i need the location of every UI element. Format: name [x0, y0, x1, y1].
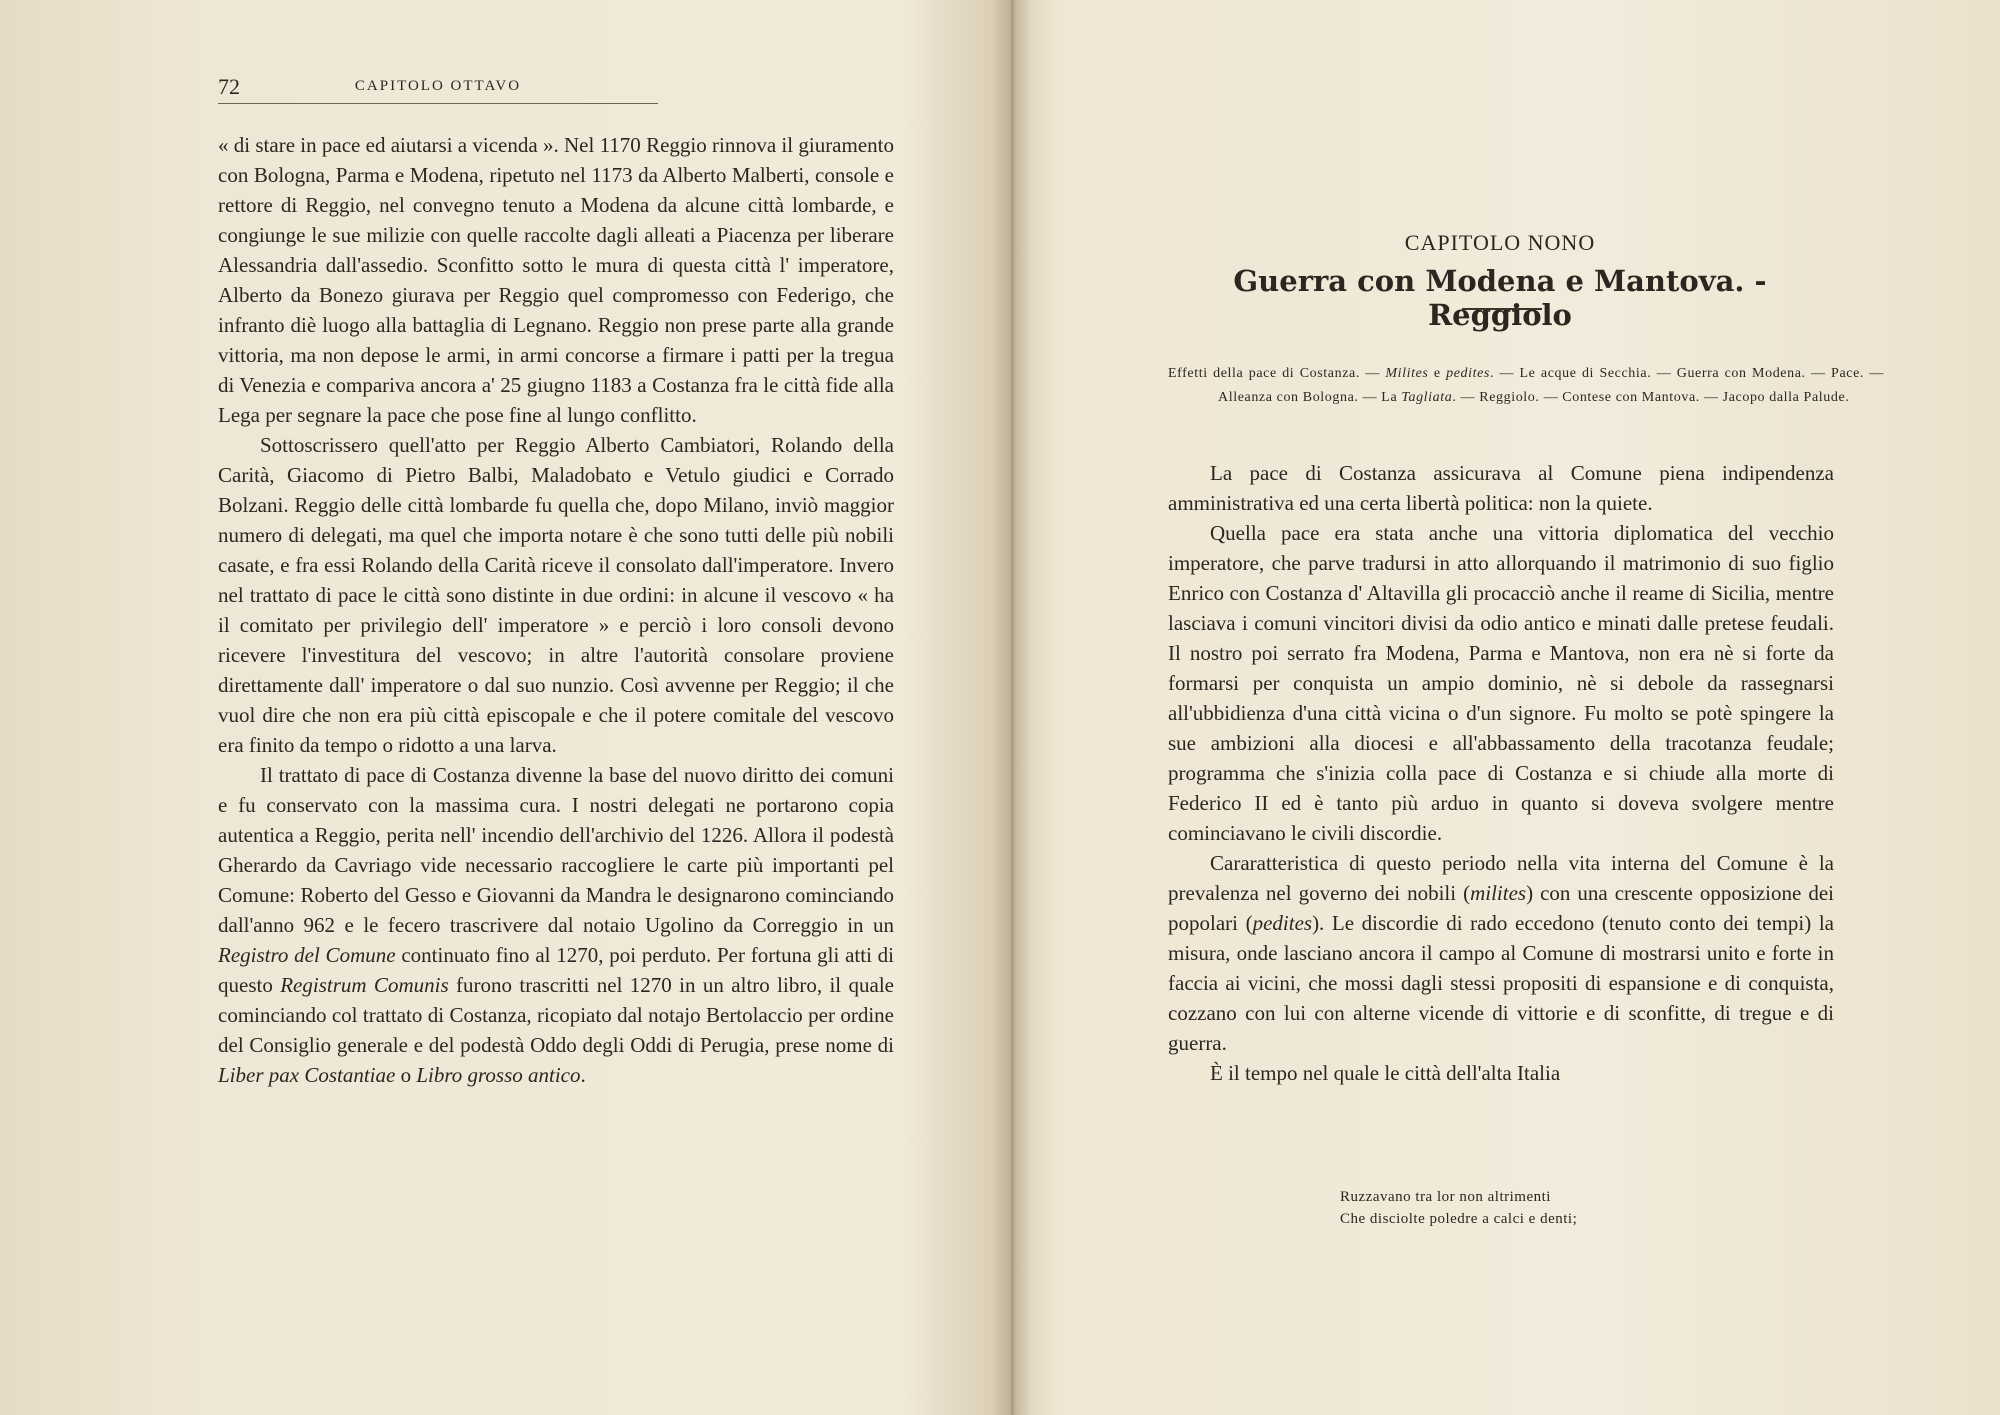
- text-run: Cararatteristica di questo periodo nella vita interna del Comune è la prevalenza nel governo dei nobili (: [1168, 851, 1834, 905]
- text-run: ) con una crescente opposizione dei popolari (: [1168, 881, 1834, 935]
- text-run: ). Le discordie di rado eccedono (tenuto conto dei tempi) la misura, onde lasciano ancora il campo al Comune di mostrarsi unito e forte in faccia ai vicini, che mossi dagli stessi propositi di espansione e di conquista, cozzano con lui con alterne vicende di vittorie e di sconfitte, di tregue e di guerra.: [1168, 911, 1834, 1055]
- paragraph: È il tempo nel quale le città dell'alta Italia: [1210, 1061, 1561, 1085]
- text-run: o: [400, 1063, 412, 1087]
- italic-term: milites: [1470, 881, 1527, 905]
- summary-text: Effetti della pace di Costanza. —: [1168, 366, 1386, 381]
- running-title: CAPITOLO OTTAVO: [354, 78, 522, 94]
- paragraph: [1168, 848, 1834, 1058]
- italic-title: Libro grosso antico: [416, 1063, 581, 1087]
- chapter-title: Guerra con Modena e Mantova. - Reggiolo: [1233, 264, 1767, 332]
- paragraph: Quella pace era stata anche una vittoria diplomatica del vecchio imperatore, che parve tradursi in atto allorquando il matrimonio di suo figlio Enrico con Costanza d' Altavilla gli procacciò anche il reame di Sicilia, mentre lasciava i comuni vincitori divisi da odio antico e minati dalle pretese feudali. Il nostro poi serrato fra Modena, Parma e Mantova, non era nè si forte da formarsi per conquista un ampio dominio, nè si debole da rassegnarsi all'ubbidienza d'una città vicina o d'un signore. Fu molto se potè spingere la sue ambizioni alla diocesi e all'abbassamento della tracotanza feudale; programma che s'inizia colla pace di Costanza e si chiude alla morte di Federico II ed è tanto più arduo in quanto si doveva svolgere mentre cominciavano le civili discordie.: [1168, 521, 1834, 845]
- text-run: furono trascritti nel 1270 in un altro libro, il quale cominciando col trattato di Costanza, ricopiato dal notajo Bertolaccio per ordine del Consiglio generale e del podestà Oddo degli Oddi di Perugia, prese nome di: [218, 973, 894, 1057]
- italic-term: pedites: [1252, 911, 1313, 935]
- verse-quotation: [1340, 1186, 1700, 1230]
- summary-italic: Milites: [1385, 366, 1429, 381]
- italic-title: Registro del Comune: [218, 943, 396, 967]
- summary-italic: Tagliata: [1401, 390, 1453, 405]
- right-body-text: [1168, 458, 1834, 1088]
- chapter-label: CAPITOLO NONO: [1404, 230, 1596, 255]
- verse-line: Ruzzavano tra lor non altrimenti: [1340, 1189, 1551, 1205]
- text-run: continuato fino al 1270, poi perduto. Per fortuna gli atti di questo: [218, 943, 895, 997]
- paragraph: [218, 760, 894, 1090]
- left-body-text: [218, 130, 894, 1090]
- chapter-summary: [1168, 362, 1884, 410]
- summary-text: . — Le acque di Secchia. — Guerra con Modena. — Pace. — Alleanza con Bologna. — La: [1218, 366, 1884, 405]
- summary-text: . — Reggiolo. — Contese con Mantova. — Jacopo dalla Palude.: [1452, 390, 1850, 405]
- page-number: 72: [218, 74, 240, 99]
- summary-italic: pedites: [1446, 366, 1490, 381]
- text-run: .: [580, 1063, 586, 1087]
- chapter-title-rule: [1462, 308, 1542, 310]
- verse-line: Che disciolte poledre a calci e denti;: [1340, 1211, 1578, 1227]
- italic-title: Liber pax Costantiae: [218, 1063, 396, 1087]
- text-run: Il trattato di pace di Costanza divenne la base del nuovo diritto dei comuni e fu conservato con la massima cura. I nostri delegati ne portarono copia autentica a Reggio, perita nell' incendio dell'archivio del 1226. Allora il podestà Gherardo da Cavriago vide necessario raccogliere le carte più importanti pel Comune: Roberto del Gesso e Giovanni da Mandra le designarono cominciando dall'anno 962 e le fecero trascrivere dal notaio Ugolino da Correggio in un: [218, 763, 894, 937]
- paragraph: Sottoscrissero quell'atto per Reggio Alberto Cambiatori, Rolando della Carità, Giacomo di Pietro Balbi, Maladobato e Vetulo giudici e Corrado Bolzani. Reggio delle città lombarde fu quella che, dopo Milano, inviò maggior numero di delegati, ma quel che importa notare è che sono tutti delle più nobili casate, e fra essi Rolando della Carità riceve il consolato dall'imperatore. Invero nel trattato di pace le città sono distinte in due ordini: in alcune il vescovo « ha il comitato per privilegio dell' imperatore » e perciò i loro consoli devono ricevere l'investitura del vescovo; in altre l'autorità consolare proviene direttamente dall' imperatore o dal suo nunzio. Così avvenne per Reggio; il che vuol dire che non era più città episcopale e che il potere comitale del vescovo era finito da tempo o ridotto a una larva.: [218, 433, 894, 757]
- paragraph: La pace di Costanza assicurava al Comune piena indipendenza amministrativa ed una certa libertà politica: non la quiete.: [1168, 461, 1834, 515]
- paragraph: « di stare in pace ed aiutarsi a vicenda ». Nel 1170 Reggio rinnova il giuramento con Bologna, Parma e Modena, ripetuto nel 1173 da Alberto Malberti, console e rettore di Reggio, nel convegno tenuto a Modena da alcune città lombarde, e congiunge le sue milizie con quelle raccolte dagli alleati a Piacenza per liberare Alessandria dall'assedio. Sconfitto sotto le mura di questa città l' imperatore, Alberto da Bonezo giurava per Reggio quel compromesso con Federigo, che infranto diè luogo alla battaglia di Legnano. Reggio non prese parte alla grande vittoria, ma non depose le armi, in armi concorse a firmare i patti per la tregua di Venezia e compariva ancora a' 25 giugno 1183 a Costanza fra le città fide alla Lega per segnare la pace che pose fine al lungo conflitto.: [218, 133, 894, 427]
- left-running-head: [218, 74, 658, 104]
- summary-text: e: [1428, 366, 1447, 381]
- italic-title: Registrum Comunis: [280, 973, 449, 997]
- running-head-rule: [218, 103, 658, 104]
